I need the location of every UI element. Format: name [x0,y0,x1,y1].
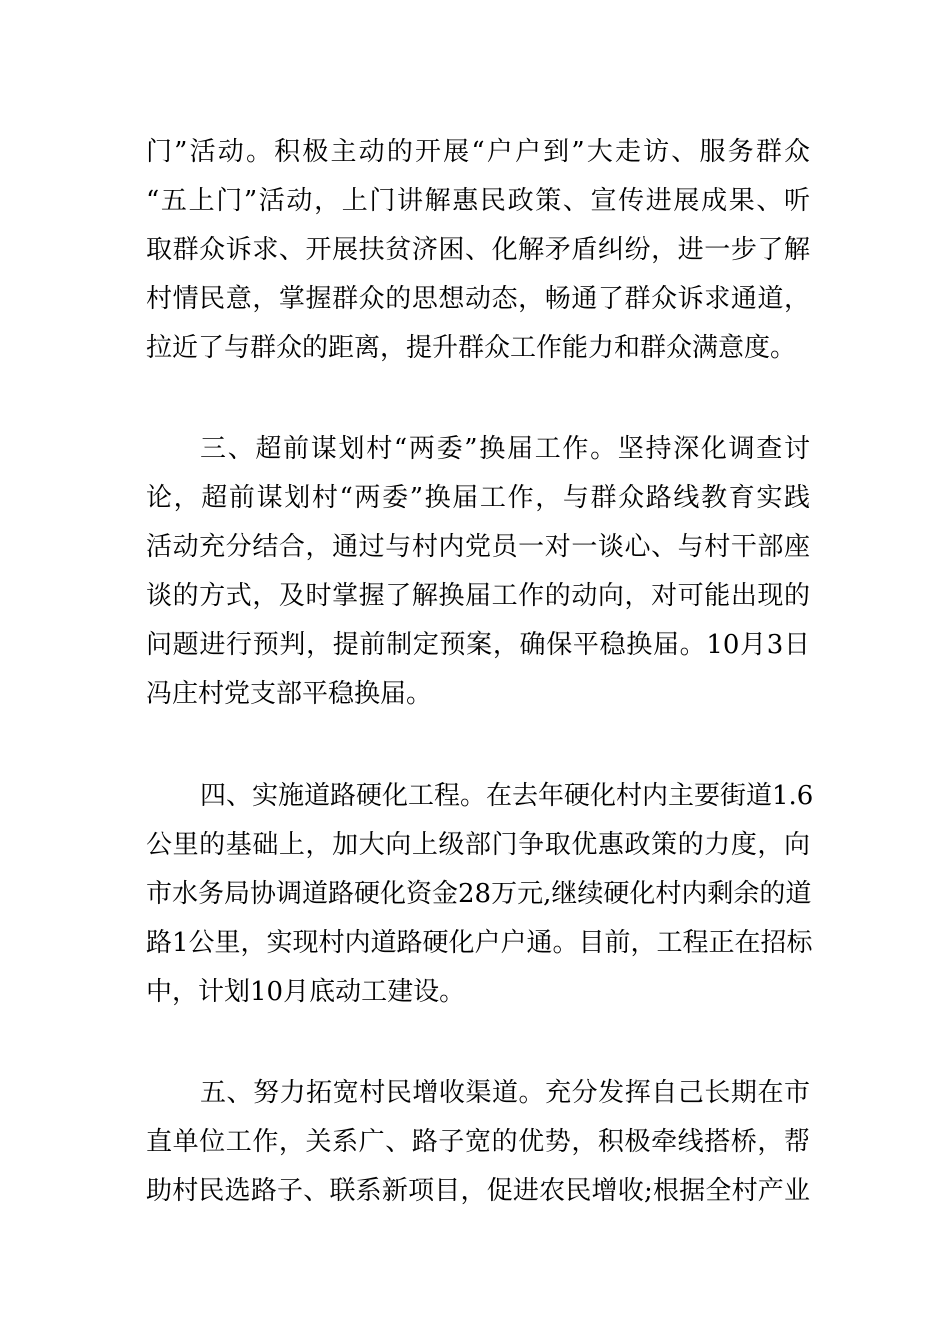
text-line: 论，超前谋划村“两委”换届工作，与群众路线教育实践 [146,483,810,513]
text-line: 公里的基础上，加大向上级部门争取优惠政策的力度，向 [146,830,810,860]
text-line: 市水务局协调道路硬化资金28万元,继续硬化村内剩余的道 [146,879,812,909]
text-line: 中，计划10月底动工建设。 [146,977,466,1007]
text-line: 拉近了与群众的距离，提升群众工作能力和群众满意度。 [146,333,797,363]
text-line: 问题进行预判，提前制定预案，确保平稳换届。10月3日 [146,630,810,660]
text-line: 冯庄村党支部平稳换届。 [146,679,433,709]
text-line: 路1公里，实现村内道路硬化户户通。目前，工程正在招标 [146,928,813,958]
text-line: 活动充分结合，通过与村内党员一对一谈心、与村干部座 [146,532,810,562]
section-heading-line: 五、努力拓宽村民增收渠道。充分发挥自己长期在市 [200,1078,810,1108]
text-line: 助村民选路子、联系新项目，促进农民增收;根据全村产业 [146,1176,810,1206]
text-line: 取群众诉求、开展扶贫济困、化解矛盾纠纷，进一步了解 [146,235,810,265]
text-line: 直单位工作，关系广、路子宽的优势，积极牵线搭桥，帮 [146,1127,810,1157]
text-line: “五上门”活动，上门讲解惠民政策、宣传进展成果、听 [146,186,810,216]
section-heading-line: 四、实施道路硬化工程。在去年硬化村内主要街道1.6 [200,781,814,811]
text-line: 谈的方式，及时掌握了解换届工作的动向，对可能出现的 [146,581,810,611]
text-line: 村情民意，掌握群众的思想动态，畅通了群众诉求通道， [146,284,810,314]
text-line: 门”活动。积极主动的开展“户户到”大走访、服务群众 [146,137,810,167]
section-heading-line: 三、超前谋划村“两委”换届工作。坚持深化调查讨 [200,434,810,464]
